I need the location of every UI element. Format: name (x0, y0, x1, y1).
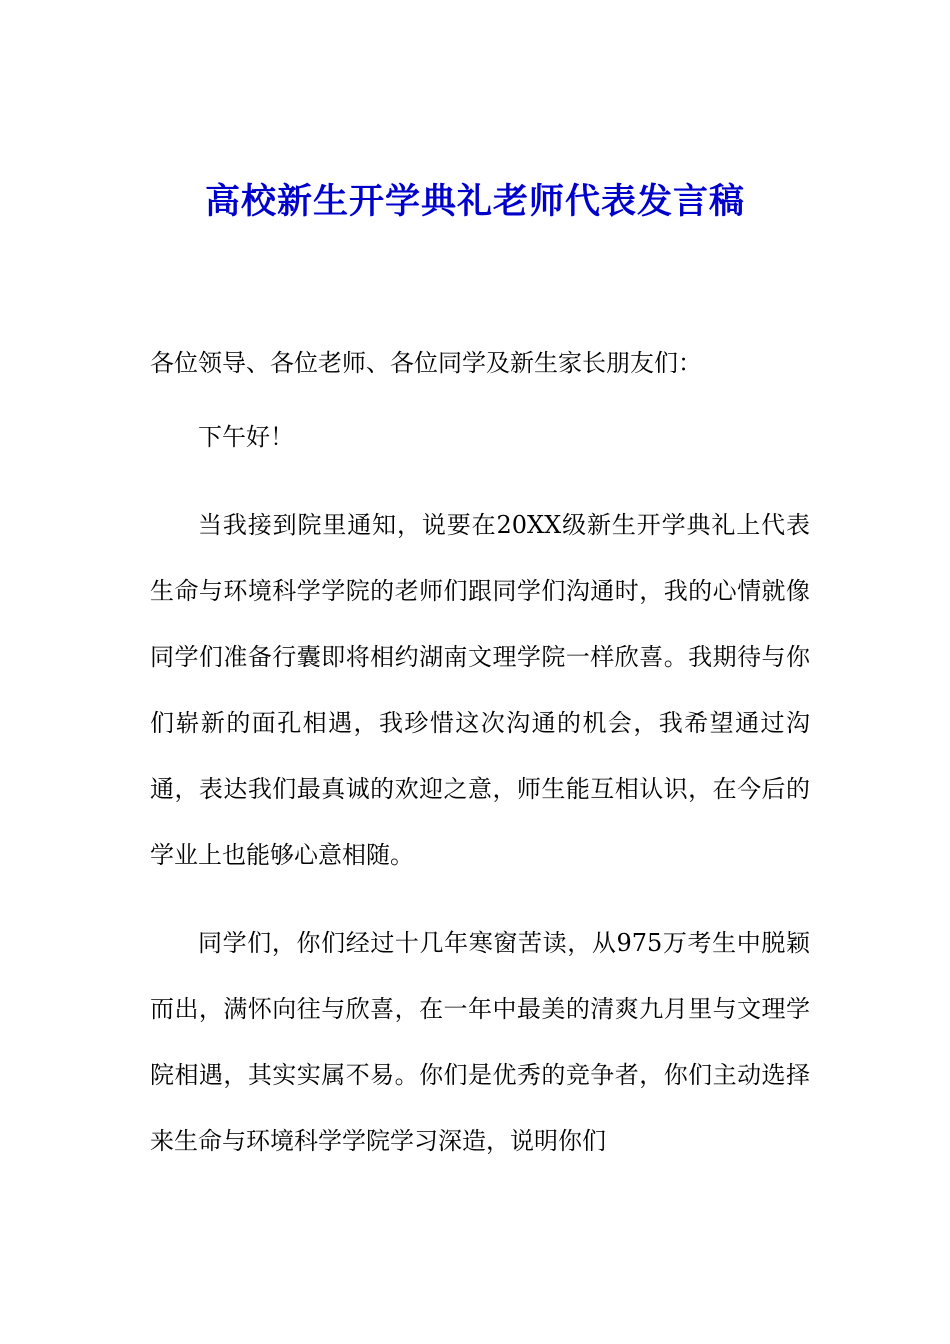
body-paragraph: 同学们，你们经过十几年寒窗苦读，从975万考生中脱颖而出，满怀向往与欣喜，在一年中最美的清爽九月里与文理学院相遇，其实实属不易。你们是优秀的竞争者，你们主动选择来生命与环境科学学院学习深造，说明你们 (150, 929, 810, 1155)
document-title: 高校新生开学典礼老师代表发言稿 (204, 181, 745, 222)
greeting-paragraph: 下午好！ (198, 423, 294, 451)
body-paragraph: 当我接到院里通知，说要在20XX级新生开学典礼上代表生命与环境科学学院的老师们跟同学们沟通时，我的心情就像同学们准备行囊即将相约湖南文理学院一样欣喜。我期待与你们崭新的面孔相遇，我珍惜这次沟通的机会，我希望通过沟通，表达我们最真诚的欢迎之意，师生能互相认识，在今后的学业上也能够心意相随。 (150, 511, 810, 869)
salutation-paragraph: 各位领导、各位老师、各位同学及新生家长朋友们： (150, 349, 702, 377)
document-body (150, 330, 810, 1196)
